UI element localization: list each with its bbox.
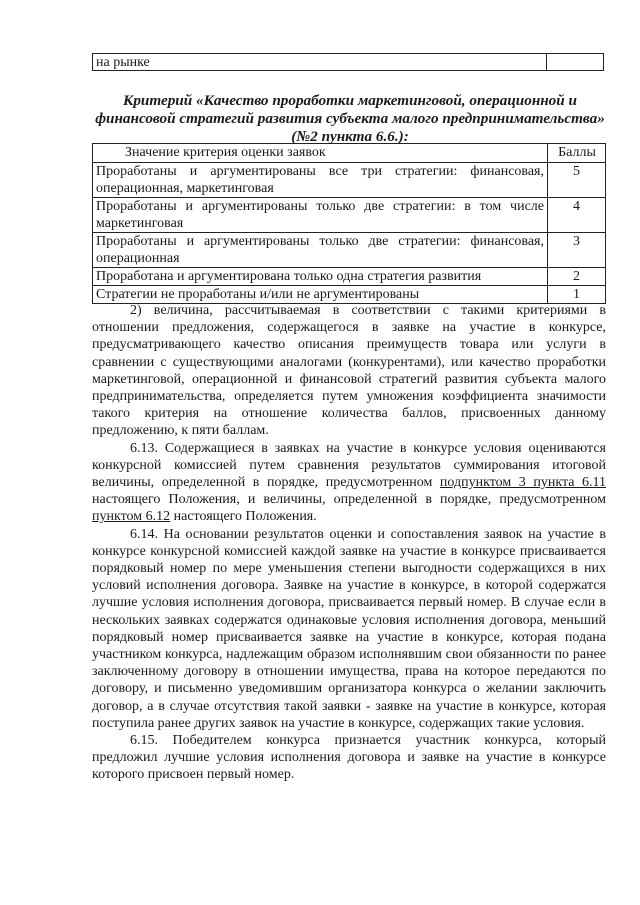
paragraph-2: 2) величина, рассчитываемая в соответствии с такими критериями в отношении предложения, содержащегося в заявке на участие в конкурсе, предусматривающего качество описания преимуществ товара или услуги в сравнении с существующими аналогами (конкурентами), или качество проработки маркетинговой, операционной и финансовой стратегий развития субъекта малого предпринимательства, определяется путем умножения коэффициента значимости такого критерия на отношение количества баллов, присвоенных данному предложению, к пяти баллам. (92, 303, 606, 439)
paragraph-6-13 (92, 440, 606, 526)
criterion-value: Проработаны и аргументированы только две стратегии: финансовая, операционная (93, 233, 548, 268)
criterion-score: 1 (548, 286, 606, 304)
criterion-score: 3 (548, 233, 606, 268)
table-cell-empty (547, 54, 604, 71)
criterion-title: Критерий «Качество проработки маркетинговой, операционной и финансовой стратегий развития субъекта малого предпринимательства» (№2 пункта 6.6.): (95, 92, 605, 145)
table-row (93, 163, 606, 198)
paragraph-text: настоящего Положения. (170, 509, 317, 525)
criterion-score: 2 (548, 268, 606, 286)
criterion-value: Проработаны и аргументированы только две стратегии: в том числе маркетинговая (93, 198, 548, 233)
column-header-score: Баллы (548, 144, 606, 163)
criterion-value: Стратегии не проработаны и/или не аргументированы (93, 286, 548, 304)
criterion-table (92, 143, 606, 304)
table-cell: на рынке (93, 54, 547, 71)
previous-criterion-table-tail (92, 53, 604, 71)
table-row (93, 268, 606, 286)
reference-link-6-11[interactable]: подпунктом 3 пункта 6.11 (439, 475, 606, 491)
criterion-value: Проработана и аргументирована только одна стратегия развития (93, 268, 548, 286)
table-row (93, 198, 606, 233)
column-header-value: Значение критерия оценки заявок (93, 144, 548, 163)
reference-link-6-12[interactable]: пунктом 6.12 (92, 509, 171, 525)
body-text (92, 302, 606, 784)
table-row (93, 286, 606, 304)
criterion-value: Проработаны и аргументированы все три стратегии: финансовая, операционная, маркетинговая (93, 163, 548, 198)
table-row (93, 233, 606, 268)
paragraph-6-14: 6.14. На основании результатов оценки и сопоставления заявок на участие в конкурсе конкурсной комиссией каждой заявке на участие в конкурсе присваивается порядковый номер по мере уменьшения степени выгодности содержащихся в них условий исполнения договора. Заявке на участие в конкурсе, в которой содержатся лучшие условия исполнения договора, присваивается первый номер. В случае если в нескольких заявках содержатся одинаковые условия исполнения договора, меньший порядковый номер присваивается заявке на участие в конкурсе, которая подана участником конкурса, надлежащим образом исполнявшим свои обязанности по ранее заключенному договору в отношении имущества, права на которое передаются по договору, и письменно уведомившим организатора конкурса о желании заключить договор, а в случае отсутствия такой заявки - заявке на участие в конкурсе, которая поступила ранее других заявок на участие в конкурсе, содержащих такие условия. (92, 526, 606, 731)
paragraph-text: 6.13. Содержащиеся в заявках на участие в конкурсе условия оцениваются конкурсной комиссией путем сравнения результатов суммирования итоговой величины, определенной в порядке, предусмотренном (92, 440, 606, 491)
table-header-row (93, 144, 606, 163)
paragraph-6-15: 6.15. Победителем конкурса признается участник конкурса, который предложил лучшие условия исполнения договора и заявке на участие в конкурсе которого присвоен первый номер. (92, 733, 606, 783)
paragraph-text: настоящего Положения, и величины, определенной в порядке, предусмотренном (92, 492, 606, 508)
table-row (93, 54, 604, 71)
criterion-score: 5 (548, 163, 606, 198)
criterion-score: 4 (548, 198, 606, 233)
